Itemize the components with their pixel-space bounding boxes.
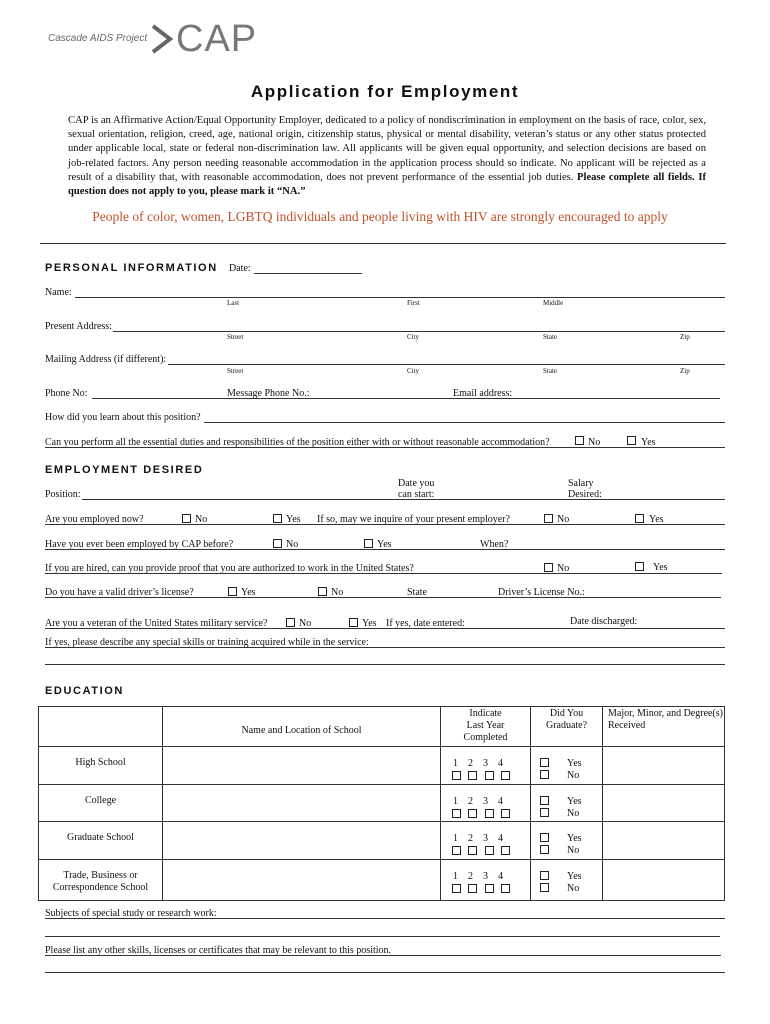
edu-graduate-yes-checkbox[interactable] — [540, 758, 549, 767]
edu-row-label: Trade, Business or — [63, 870, 138, 881]
edu-graduate-no-checkbox[interactable] — [540, 845, 549, 854]
date-field[interactable] — [254, 273, 362, 274]
when-label: When? — [480, 539, 509, 550]
employed-yes-checkbox[interactable] — [273, 514, 282, 523]
present-address-field[interactable] — [113, 331, 725, 332]
edu-year-checkbox[interactable] — [485, 771, 494, 780]
edu-graduate-yes-label: Yes — [567, 796, 582, 807]
employed-cap-yes-label: Yes — [377, 539, 392, 550]
employed-line — [45, 524, 725, 525]
date-label: Date: — [229, 263, 251, 274]
edu-row-label: High School — [75, 757, 126, 768]
other-skills-field[interactable] — [45, 955, 721, 956]
mailing-street-label: Street — [227, 367, 244, 375]
learn-about-field[interactable] — [204, 422, 725, 423]
col-last-year-header-3: Completed — [463, 732, 508, 743]
authorized-no-checkbox[interactable] — [544, 563, 553, 572]
inquire-yes-checkbox[interactable] — [635, 514, 644, 523]
inquire-no-checkbox[interactable] — [544, 514, 553, 523]
service-skills-field-2[interactable] — [45, 664, 725, 665]
edu-year-checkbox[interactable] — [501, 884, 510, 893]
col-last-year-header-2: Last Year — [466, 720, 505, 731]
inquire-no-label: No — [557, 514, 570, 525]
date-entered-label: If yes, date entered: — [386, 618, 465, 629]
intro-emphasis: Please complete all fields. If question does not apply to you, please mark it “NA.” — [68, 171, 706, 198]
employed-now-label: Are you employed now? — [45, 514, 144, 525]
edu-graduate-yes-checkbox[interactable] — [540, 871, 549, 880]
perform-no-label: No — [588, 437, 601, 448]
license-number-label: Driver’s License No.: — [498, 587, 585, 598]
employment-desired-header: EMPLOYMENT DESIRED — [45, 464, 204, 476]
salary-label-1: Salary — [568, 478, 594, 489]
edu-year-checkbox[interactable] — [468, 846, 477, 855]
edu-graduate-no-label: No — [567, 808, 580, 819]
logo-text: CAP — [176, 18, 258, 60]
employed-no-checkbox[interactable] — [182, 514, 191, 523]
other-skills-field-2[interactable] — [45, 972, 725, 973]
perform-duties-label: Can you perform all the essential duties and responsibilities of the position either with or without reasonable accommodation? — [45, 437, 550, 448]
page-title: Application for Employment — [250, 82, 520, 101]
salary-label-2: Desired: — [568, 489, 602, 500]
position-label: Position: — [45, 489, 81, 500]
col-major-header-2: Received — [608, 720, 646, 731]
employed-cap-line[interactable] — [45, 549, 725, 550]
edu-graduate-no-label: No — [567, 845, 580, 856]
edu-years-label: 1 2 3 4 — [453, 871, 503, 882]
mailing-address-field[interactable] — [168, 364, 725, 365]
date-start-label-1: Date you — [398, 478, 435, 489]
date-discharged-label: Date discharged: — [570, 616, 638, 627]
authorized-line — [45, 573, 722, 574]
edu-school-cell[interactable] — [163, 822, 440, 859]
mailing-state-label: State — [543, 367, 557, 375]
table-col-line — [530, 707, 531, 900]
phone-field[interactable] — [92, 398, 720, 399]
col-school-header: Name and Location of School — [241, 725, 362, 736]
edu-row-label: Graduate School — [67, 832, 134, 843]
edu-year-checkbox[interactable] — [501, 809, 510, 818]
present-city-label: City — [407, 333, 420, 341]
edu-graduate-no-checkbox[interactable] — [540, 883, 549, 892]
license-state-label: State — [407, 587, 427, 598]
intro-body: CAP is an Affirmative Action/Equal Opportunity Employer, dedicated to a policy of nondiscrimination in employment on the basis of race, color, sex, sexual orientation, religion, creed, age, national origin, citizenship status, physical or mental disability, veteran’s status or any other status protected under applicable local, state or federal non-discrimination law. All applicants will be given equal opportunity, and selection decisions are based on job-related factors. Any person needing reasonable accommodation in the application process should so indicate. No applicant will be rejected as a result of a disability that, with reasonable accommodation, does not prevent performance of the essential job duties. — [68, 115, 706, 183]
edu-year-checkbox[interactable] — [452, 846, 461, 855]
mailing-address-label: Mailing Address (if different): — [45, 354, 167, 365]
edu-graduate-no-checkbox[interactable] — [540, 770, 549, 779]
license-no-checkbox[interactable] — [318, 587, 327, 596]
edu-graduate-yes-label: Yes — [567, 758, 582, 769]
authorized-label: If you are hired, can you provide proof that you are authorized to work in the United States? — [45, 563, 414, 574]
edu-major-cell[interactable] — [603, 747, 723, 784]
present-street-label: Street — [227, 333, 244, 341]
employed-cap-label: Have you ever been employed by CAP before? — [45, 539, 234, 550]
edu-major-cell[interactable] — [603, 860, 723, 897]
mailing-zip-label: Zip — [680, 367, 690, 375]
license-label: Do you have a valid driver’s license? — [45, 587, 194, 598]
col-graduate-header-1: Did You — [549, 708, 584, 719]
cap-chevron-icon — [150, 24, 176, 54]
edu-school-cell[interactable] — [163, 747, 440, 784]
edu-graduate-no-label: No — [567, 770, 580, 781]
mailing-city-label: City — [407, 367, 420, 375]
edu-year-checkbox[interactable] — [468, 809, 477, 818]
section-divider — [40, 243, 726, 244]
inquire-label: If so, may we inquire of your present employer? — [317, 514, 510, 525]
org-name: Cascade AIDS Project — [48, 33, 148, 44]
authorized-no-label: No — [557, 563, 570, 574]
edu-major-cell[interactable] — [603, 785, 723, 822]
subjects-study-field-2[interactable] — [45, 936, 720, 937]
inquire-yes-label: Yes — [649, 514, 664, 525]
edu-year-checkbox[interactable] — [501, 846, 510, 855]
subjects-study-field[interactable] — [45, 918, 725, 919]
perform-no-checkbox[interactable] — [575, 436, 584, 445]
name-label: Name: — [45, 287, 72, 298]
edu-graduate-no-checkbox[interactable] — [540, 808, 549, 817]
present-state-label: State — [543, 333, 557, 341]
edu-graduate-yes-label: Yes — [567, 871, 582, 882]
edu-major-cell[interactable] — [603, 822, 723, 859]
employed-cap-no-checkbox[interactable] — [273, 539, 282, 548]
col-major-header-1: Major, Minor, and Degree(s) — [608, 708, 723, 719]
edu-year-checkbox[interactable] — [468, 884, 477, 893]
veteran-label: Are you a veteran of the United States military service? — [45, 618, 268, 629]
employed-cap-no-label: No — [286, 539, 299, 550]
employed-cap-yes-checkbox[interactable] — [364, 539, 373, 548]
license-yes-checkbox[interactable] — [228, 587, 237, 596]
edu-year-checkbox[interactable] — [485, 884, 494, 893]
edu-years-label: 1 2 3 4 — [453, 758, 503, 769]
service-skills-label: If yes, please describe any special skills or training acquired while in the service: — [45, 637, 369, 648]
perform-yes-checkbox[interactable] — [627, 436, 636, 445]
personal-info-header: PERSONAL INFORMATION — [45, 262, 218, 274]
email-label: Email address: — [453, 388, 513, 399]
intro-paragraph — [68, 114, 706, 199]
employed-no-label: No — [195, 514, 208, 525]
name-middle-label: Middle — [543, 299, 564, 307]
name-last-label: Last — [227, 299, 240, 307]
subjects-study-label: Subjects of special study or research work: — [45, 908, 217, 919]
edu-graduate-yes-checkbox[interactable] — [540, 833, 549, 842]
license-no-label: No — [331, 587, 344, 598]
perform-line — [45, 447, 725, 448]
employed-yes-label: Yes — [286, 514, 301, 525]
veteran-yes-checkbox[interactable] — [349, 618, 358, 627]
edu-years-label: 1 2 3 4 — [453, 796, 503, 807]
edu-year-checkbox[interactable] — [485, 809, 494, 818]
edu-year-checkbox[interactable] — [452, 809, 461, 818]
other-skills-label: Please list any other skills, licenses or certificates that may be relevant to this position. — [45, 945, 392, 956]
message-phone-label: Message Phone No.: — [227, 388, 310, 399]
edu-school-cell[interactable] — [163, 785, 440, 822]
name-first-label: First — [407, 299, 420, 307]
education-table — [38, 706, 725, 901]
edu-years-label: 1 2 3 4 — [453, 833, 503, 844]
date-start-label-2: can start: — [398, 489, 435, 500]
perform-yes-label: Yes — [641, 437, 656, 448]
edu-year-checkbox[interactable] — [501, 771, 510, 780]
col-last-year-header-1: Indicate — [469, 708, 502, 719]
col-graduate-header-2: Graduate? — [545, 720, 588, 731]
veteran-line[interactable] — [45, 628, 725, 629]
position-field[interactable] — [82, 499, 725, 500]
authorized-yes-checkbox[interactable] — [635, 562, 644, 571]
veteran-no-checkbox[interactable] — [286, 618, 295, 627]
edu-graduate-yes-label: Yes — [567, 833, 582, 844]
phone-label: Phone No: — [45, 388, 88, 399]
encouragement-statement: People of color, women, LGBTQ individuals and people living with HIV are strongly encouraged to apply — [92, 209, 668, 224]
edu-row-label-2: Correspondence School — [52, 882, 149, 893]
license-yes-label: Yes — [241, 587, 256, 598]
edu-school-cell[interactable] — [163, 860, 440, 897]
edu-year-checkbox[interactable] — [468, 771, 477, 780]
license-line[interactable] — [45, 597, 721, 598]
education-header: EDUCATION — [45, 685, 124, 697]
present-zip-label: Zip — [680, 333, 690, 341]
edu-year-checkbox[interactable] — [485, 846, 494, 855]
edu-year-checkbox[interactable] — [452, 884, 461, 893]
name-field[interactable] — [75, 297, 725, 298]
learn-about-label: How did you learn about this position? — [45, 412, 201, 423]
edu-year-checkbox[interactable] — [452, 771, 461, 780]
edu-graduate-yes-checkbox[interactable] — [540, 796, 549, 805]
service-skills-field[interactable] — [45, 647, 725, 648]
veteran-no-label: No — [299, 618, 312, 629]
present-address-label: Present Address: — [45, 321, 112, 332]
edu-graduate-no-label: No — [567, 883, 580, 894]
edu-row-label: College — [84, 795, 117, 806]
authorized-yes-label: Yes — [653, 562, 668, 573]
veteran-yes-label: Yes — [362, 618, 377, 629]
